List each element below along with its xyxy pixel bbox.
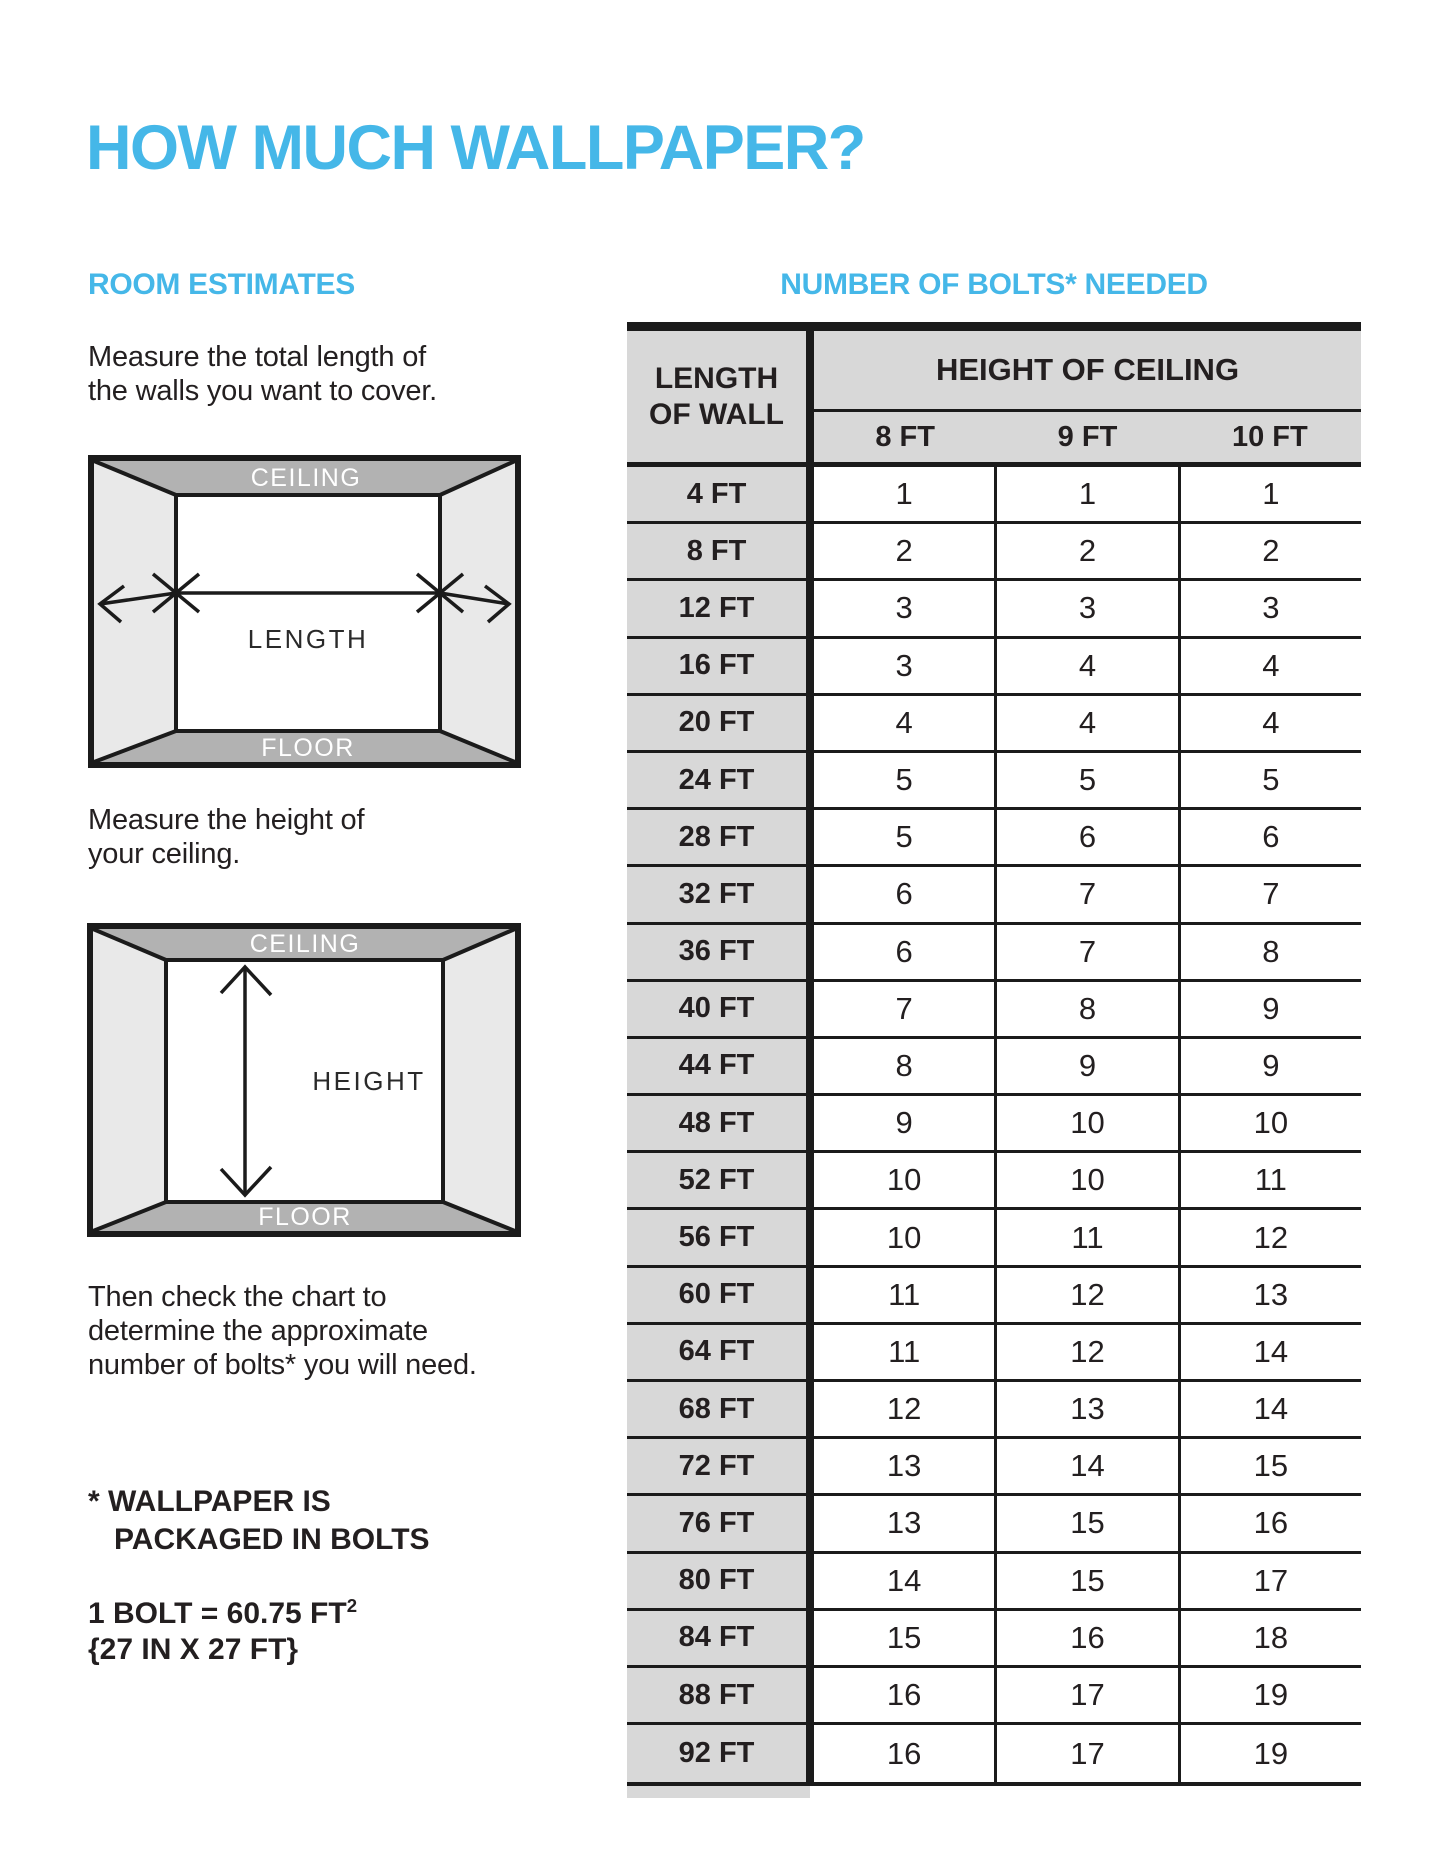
bolt-count-cell: 6 xyxy=(814,925,994,979)
column-divider xyxy=(806,524,814,578)
bolt-count-cell: 9 xyxy=(814,1096,994,1150)
table-row xyxy=(627,753,1361,810)
wall-length-label: 68 FT xyxy=(627,1382,806,1436)
bolt-count-cell: 11 xyxy=(994,1210,1177,1264)
column-divider xyxy=(806,1096,814,1150)
instruction-line: your ceiling. xyxy=(88,838,241,870)
wall-length-label: 60 FT xyxy=(627,1268,806,1322)
bolt-count-cell: 12 xyxy=(814,1382,994,1436)
bolt-size-info xyxy=(88,1588,357,1668)
bolt-count-cell: 9 xyxy=(1178,982,1361,1036)
bolt-count-cell: 6 xyxy=(814,867,994,921)
bolt-equation xyxy=(88,1588,357,1632)
bolt-count-cell: 4 xyxy=(814,696,994,750)
bolt-equation-text: 1 BOLT = 60.75 FT xyxy=(88,1597,347,1630)
bolt-count-cell: 16 xyxy=(814,1668,994,1722)
page-title: HOW MUCH WALLPAPER? xyxy=(86,113,865,183)
bolt-count-cell: 5 xyxy=(814,810,994,864)
ceiling-label: CEILING xyxy=(250,464,362,492)
wall-length-label: 92 FT xyxy=(627,1725,806,1782)
wall-length-label: 72 FT xyxy=(627,1439,806,1493)
instruction-line: Then check the chart to xyxy=(88,1281,387,1313)
footnote-line: * WALLPAPER IS xyxy=(88,1485,331,1518)
height-of-ceiling-header-group xyxy=(814,331,1361,462)
bolt-count-cell: 3 xyxy=(814,639,994,693)
column-divider xyxy=(806,1153,814,1207)
header-line: OF WALL xyxy=(649,397,784,431)
wall-length-label: 52 FT xyxy=(627,1153,806,1207)
bolt-count-cell: 12 xyxy=(994,1325,1177,1379)
table-row xyxy=(627,867,1361,924)
wall-length-label: 8 FT xyxy=(627,524,806,578)
column-divider xyxy=(806,1268,814,1322)
wall-length-label: 44 FT xyxy=(627,1039,806,1093)
bolt-count-cell: 7 xyxy=(994,867,1177,921)
bolt-count-cell: 6 xyxy=(1178,810,1361,864)
bolt-count-cell: 11 xyxy=(814,1268,994,1322)
table-header xyxy=(627,331,1361,462)
column-divider xyxy=(806,696,814,750)
table-row xyxy=(627,1039,1361,1096)
ceiling-label: CEILING xyxy=(249,930,361,958)
instruction-line: Measure the total length of xyxy=(88,341,426,373)
column-divider xyxy=(806,1325,814,1379)
bolt-count-cell: 9 xyxy=(994,1039,1177,1093)
instruction-check-chart xyxy=(88,1280,477,1382)
instruction-line: the walls you want to cover. xyxy=(88,375,438,407)
bolt-count-cell: 15 xyxy=(814,1611,994,1665)
instruction-measure-height xyxy=(88,803,364,871)
right-wall xyxy=(440,461,515,762)
bolt-count-cell: 4 xyxy=(994,639,1177,693)
bolt-count-cell: 1 xyxy=(1178,467,1361,521)
table-row xyxy=(627,467,1361,524)
room-height-diagram xyxy=(87,923,521,1237)
column-divider xyxy=(806,581,814,635)
footnote-line: PACKAGED IN BOLTS xyxy=(114,1523,430,1556)
bolt-dimensions: {27 IN X 27 FT} xyxy=(88,1633,299,1666)
bolt-equation-exponent: 2 xyxy=(346,1595,358,1616)
bolt-count-cell: 8 xyxy=(994,982,1177,1036)
table-bottom-tab xyxy=(627,1786,810,1798)
bolt-count-cell: 2 xyxy=(1178,524,1361,578)
back-wall xyxy=(176,495,440,731)
table-row xyxy=(627,1382,1361,1439)
column-divider xyxy=(806,1725,814,1782)
wall-length-label: 48 FT xyxy=(627,1096,806,1150)
room-length-diagram xyxy=(88,455,521,768)
table-row xyxy=(627,524,1361,581)
bolt-count-cell: 15 xyxy=(994,1554,1177,1608)
column-divider xyxy=(806,810,814,864)
bolt-count-cell: 13 xyxy=(814,1496,994,1550)
subheader-10ft: 10 FT xyxy=(1231,420,1308,453)
column-divider xyxy=(806,1039,814,1093)
bolt-count-cell: 8 xyxy=(1178,925,1361,979)
column-divider xyxy=(806,639,814,693)
table-row xyxy=(627,1496,1361,1553)
bolt-count-cell: 8 xyxy=(814,1039,994,1093)
table-row xyxy=(627,1668,1361,1725)
bolt-count-cell: 2 xyxy=(994,524,1177,578)
table-row xyxy=(627,1210,1361,1267)
section-heading-room-estimates: ROOM ESTIMATES xyxy=(88,268,355,301)
table-heading: NUMBER OF BOLTS* NEEDED xyxy=(780,268,1208,301)
table-row xyxy=(627,1325,1361,1382)
length-label: LENGTH xyxy=(247,624,369,654)
column-divider xyxy=(806,867,814,921)
bolt-count-cell: 16 xyxy=(814,1725,994,1782)
table-row xyxy=(627,1554,1361,1611)
floor-label: FLOOR xyxy=(261,734,355,762)
table-row xyxy=(627,982,1361,1039)
height-of-ceiling-header: HEIGHT OF CEILING xyxy=(814,331,1361,412)
wall-length-label: 64 FT xyxy=(627,1325,806,1379)
table-row xyxy=(627,581,1361,638)
wall-length-label: 32 FT xyxy=(627,867,806,921)
bolt-count-cell: 11 xyxy=(814,1325,994,1379)
bolt-count-cell: 5 xyxy=(814,753,994,807)
bolt-count-cell: 17 xyxy=(994,1725,1177,1782)
wall-length-label: 4 FT xyxy=(627,467,806,521)
bolt-count-cell: 4 xyxy=(994,696,1177,750)
bolt-count-cell: 17 xyxy=(1178,1554,1361,1608)
table-top-border xyxy=(627,322,1361,331)
bolt-count-cell: 19 xyxy=(1178,1725,1361,1782)
table-row xyxy=(627,696,1361,753)
bolt-count-cell: 5 xyxy=(994,753,1177,807)
table-row xyxy=(627,1611,1361,1668)
bolt-count-cell: 7 xyxy=(1178,867,1361,921)
bolt-count-cell: 3 xyxy=(814,581,994,635)
bolt-count-cell: 10 xyxy=(1178,1096,1361,1150)
table-row xyxy=(627,925,1361,982)
left-wall xyxy=(93,929,166,1231)
height-label: HEIGHT xyxy=(312,1066,426,1096)
bolt-count-cell: 9 xyxy=(1178,1039,1361,1093)
wall-length-label: 20 FT xyxy=(627,696,806,750)
bolt-count-cell: 15 xyxy=(994,1496,1177,1550)
column-divider xyxy=(806,753,814,807)
bolt-count-cell: 18 xyxy=(1178,1611,1361,1665)
bolt-count-cell: 16 xyxy=(994,1611,1177,1665)
bolt-count-cell: 4 xyxy=(1178,639,1361,693)
bolt-count-cell: 13 xyxy=(814,1439,994,1493)
column-divider xyxy=(806,331,814,462)
wall-length-label: 16 FT xyxy=(627,639,806,693)
bolt-count-cell: 16 xyxy=(1178,1496,1361,1550)
column-divider xyxy=(806,1439,814,1493)
column-divider xyxy=(806,467,814,521)
bolt-count-cell: 19 xyxy=(1178,1668,1361,1722)
bolt-count-cell: 15 xyxy=(1178,1439,1361,1493)
bolt-count-cell: 10 xyxy=(994,1096,1177,1150)
wall-length-label: 84 FT xyxy=(627,1611,806,1665)
bolts-footnote xyxy=(88,1483,430,1559)
bolt-count-cell: 4 xyxy=(1178,696,1361,750)
bolt-count-cell: 10 xyxy=(994,1153,1177,1207)
bolt-count-cell: 12 xyxy=(1178,1210,1361,1264)
bolt-count-cell: 10 xyxy=(814,1153,994,1207)
floor-label: FLOOR xyxy=(258,1203,352,1231)
instruction-line: number of bolts* you will need. xyxy=(88,1349,477,1381)
column-divider xyxy=(806,982,814,1036)
header-line: LENGTH xyxy=(654,361,779,395)
column-divider xyxy=(806,1382,814,1436)
length-of-wall-header xyxy=(627,331,806,462)
wall-length-label: 76 FT xyxy=(627,1496,806,1550)
bolt-count-cell: 6 xyxy=(994,810,1177,864)
bolt-count-cell: 14 xyxy=(1178,1382,1361,1436)
wallpaper-bolts-table xyxy=(627,322,1361,1798)
instruction-line: Measure the height of xyxy=(88,804,365,836)
wall-length-label: 88 FT xyxy=(627,1668,806,1722)
bolt-count-cell: 3 xyxy=(1178,581,1361,635)
column-divider xyxy=(806,1611,814,1665)
table-body xyxy=(627,467,1361,1782)
column-divider xyxy=(806,925,814,979)
wall-length-label: 40 FT xyxy=(627,982,806,1036)
instruction-measure-length xyxy=(88,340,437,408)
bolt-count-cell: 13 xyxy=(1178,1268,1361,1322)
right-wall xyxy=(443,929,515,1231)
bolt-count-cell: 5 xyxy=(1178,753,1361,807)
bolt-count-cell: 14 xyxy=(814,1554,994,1608)
column-divider xyxy=(806,1496,814,1550)
bolt-count-cell: 13 xyxy=(994,1382,1177,1436)
bolt-count-cell: 3 xyxy=(994,581,1177,635)
wall-length-label: 24 FT xyxy=(627,753,806,807)
bolt-count-cell: 14 xyxy=(1178,1325,1361,1379)
bolt-count-cell: 1 xyxy=(814,467,994,521)
table-row xyxy=(627,1153,1361,1210)
wall-length-label: 56 FT xyxy=(627,1210,806,1264)
table-row xyxy=(627,639,1361,696)
table-row xyxy=(627,1439,1361,1496)
instruction-line: determine the approximate xyxy=(88,1315,428,1347)
wall-length-label: 12 FT xyxy=(627,581,806,635)
subheader-9ft: 9 FT xyxy=(1057,420,1118,453)
bolt-count-cell: 14 xyxy=(994,1439,1177,1493)
table-row xyxy=(627,1268,1361,1325)
column-divider xyxy=(806,1554,814,1608)
table-row xyxy=(627,810,1361,867)
bolt-count-cell: 17 xyxy=(994,1668,1177,1722)
bolt-count-cell: 7 xyxy=(814,982,994,1036)
table-row xyxy=(627,1725,1361,1782)
bolt-count-cell: 7 xyxy=(994,925,1177,979)
wall-length-label: 36 FT xyxy=(627,925,806,979)
ceiling-height-subheaders xyxy=(814,412,1361,462)
wall-length-label: 80 FT xyxy=(627,1554,806,1608)
wall-length-label: 28 FT xyxy=(627,810,806,864)
bolt-count-cell: 2 xyxy=(814,524,994,578)
bolt-count-cell: 1 xyxy=(994,467,1177,521)
column-divider xyxy=(806,1210,814,1264)
bolt-count-cell: 10 xyxy=(814,1210,994,1264)
subheader-8ft: 8 FT xyxy=(875,420,935,453)
table-row xyxy=(627,1096,1361,1153)
bolt-count-cell: 11 xyxy=(1178,1153,1361,1207)
bolt-count-cell: 12 xyxy=(994,1268,1177,1322)
column-divider xyxy=(806,1668,814,1722)
